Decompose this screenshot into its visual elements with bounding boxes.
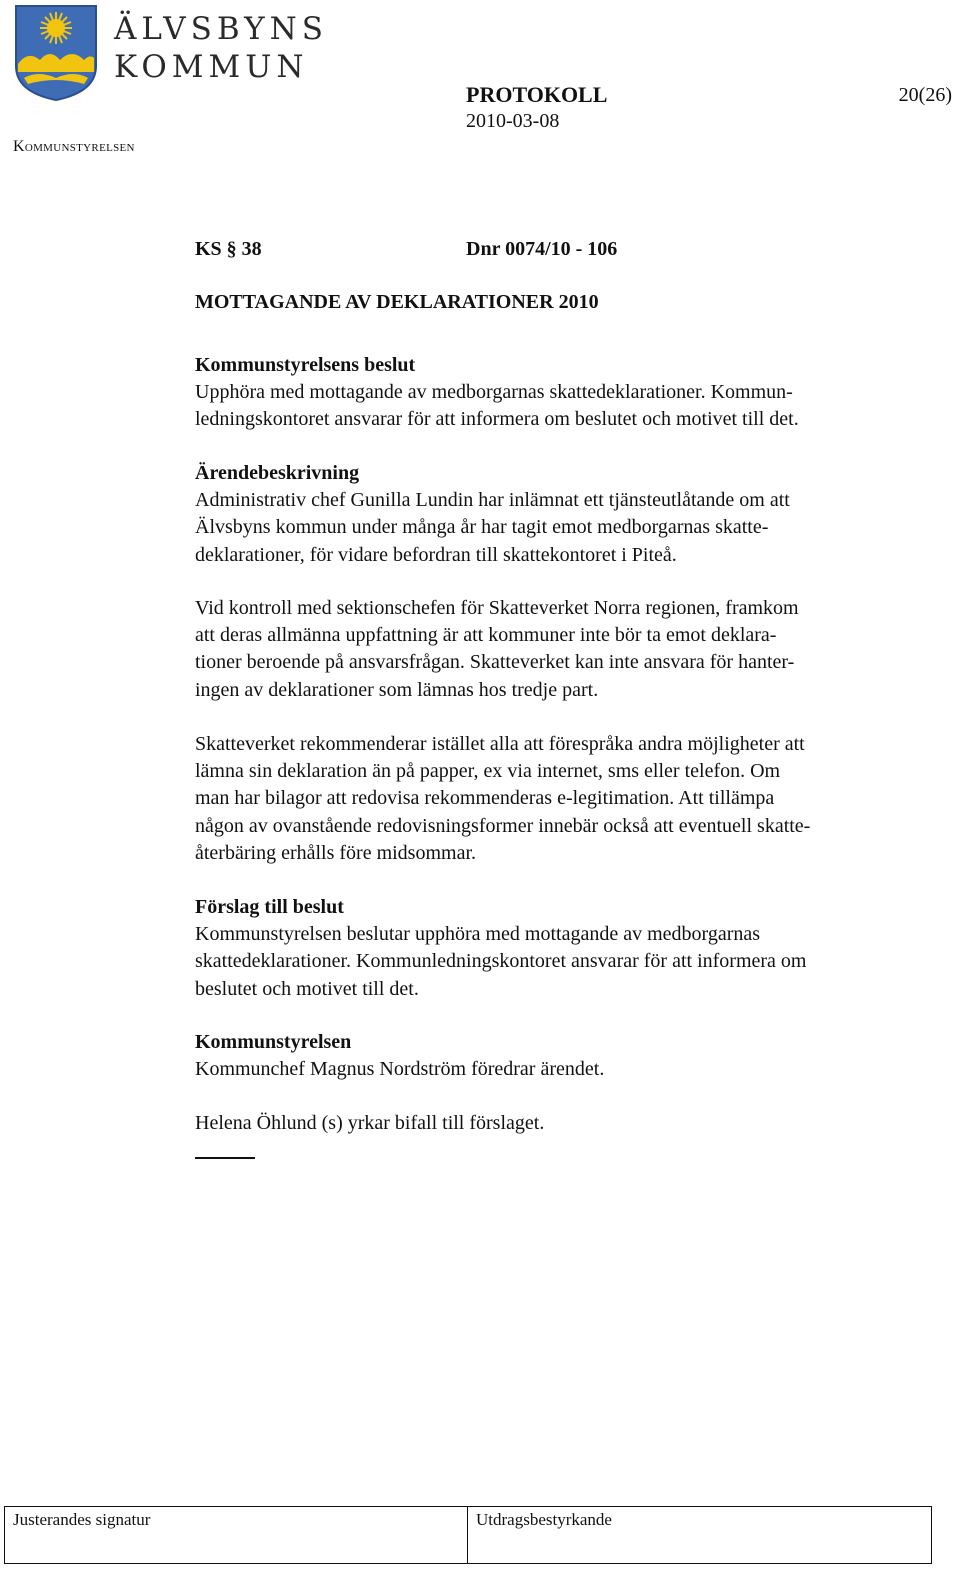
paragraph-tax-agency-recommendation	[195, 731, 925, 867]
text-line: Helena Öhlund (s) yrkar bifall till förslaget.	[195, 1112, 545, 1134]
section-decision	[195, 352, 925, 434]
department-name: Kommunstyrelsen	[13, 138, 135, 155]
signature-label: Justerandes signatur	[13, 1510, 151, 1529]
text-line: Upphöra med mottagande av medborgarnas skattedeklarationer. Kommun-	[195, 381, 793, 404]
text-line: Skatteverket rekommenderar istället alla att förespråka andra möjligheter att	[195, 733, 805, 755]
text-line: deklarationer, för vidare befordran till skattekontoret i Piteå.	[195, 543, 677, 566]
section-heading: Ärendebeskrivning	[195, 462, 360, 484]
section-heading: Kommunstyrelsens beslut	[195, 354, 416, 376]
text-line: Administrativ chef Gunilla Lundin har inlämnat ett tjänsteutlåtande om att	[195, 489, 790, 512]
text-line: tioner beroende på ansvarsfrågan. Skatteverket kan inte ansvara för hanter-	[195, 651, 795, 674]
text-line: någon av ovanstående redovisningsformer innebär också att eventuell skatte-	[195, 814, 811, 837]
text-line: lämna sin deklaration än på papper, ex via internet, sms eller telefon. Om	[195, 760, 781, 783]
paragraph-tax-agency-control	[195, 595, 925, 704]
organization-name-line2: KOMMUN	[114, 49, 309, 85]
document-date: 2010-03-08	[466, 110, 560, 132]
signature-cell-justerande[interactable]	[5, 1507, 468, 1563]
text-line: Kommunstyrelsen beslutar upphöra med mottagande av medborgarnas	[195, 923, 761, 946]
registration-number: Dnr 0074/10 - 106	[466, 238, 618, 260]
text-line: Älvsbyns kommun under många år har tagit emot medborgarnas skatte-	[195, 516, 769, 539]
text-line: Vid kontroll med sektionschefen för Skatteverket Norra regionen, framkom	[195, 597, 799, 619]
section-board	[195, 1029, 925, 1083]
certification-label: Utdragsbestyrkande	[476, 1510, 612, 1529]
document-type: PROTOKOLL	[466, 82, 608, 107]
end-divider	[195, 1157, 255, 1159]
section-case-description	[195, 460, 925, 569]
case-title: MOTTAGANDE AV DEKLARATIONER 2010	[195, 291, 599, 313]
paragraph-motion	[195, 1110, 925, 1137]
signature-table	[4, 1506, 932, 1564]
section-heading: Förslag till beslut	[195, 896, 344, 918]
text-line: att deras allmänna uppfattning är att kommuner inte bör ta emot deklara-	[195, 624, 777, 647]
organization-name	[114, 10, 328, 86]
text-line: man har bilagor att redovisa rekommenderas e-legitimation. Att tillämpa	[195, 787, 775, 810]
section-proposal	[195, 894, 925, 1003]
text-line: beslutet och motivet till det.	[195, 977, 419, 1000]
signature-cell-utdrag[interactable]	[468, 1507, 931, 1563]
municipality-coat-of-arms-icon	[14, 4, 98, 102]
text-line: ledningskontoret ansvarar för att informera om beslutet och motivet till det.	[195, 408, 799, 431]
text-line: Kommunchef Magnus Nordström föredrar ärendet.	[195, 1058, 605, 1081]
case-id: KS § 38	[195, 238, 262, 260]
page-number: 20(26)	[898, 84, 952, 106]
organization-name-line1: ÄLVSBYNS	[114, 11, 328, 47]
text-line: skattedeklarationer. Kommunledningskontoret ansvarar för att informera om	[195, 950, 807, 973]
text-line: ingen av deklarationer som lämnas hos tredje part.	[195, 678, 599, 701]
section-heading: Kommunstyrelsen	[195, 1031, 352, 1053]
text-line: återbäring erhålls före midsommar.	[195, 841, 477, 864]
